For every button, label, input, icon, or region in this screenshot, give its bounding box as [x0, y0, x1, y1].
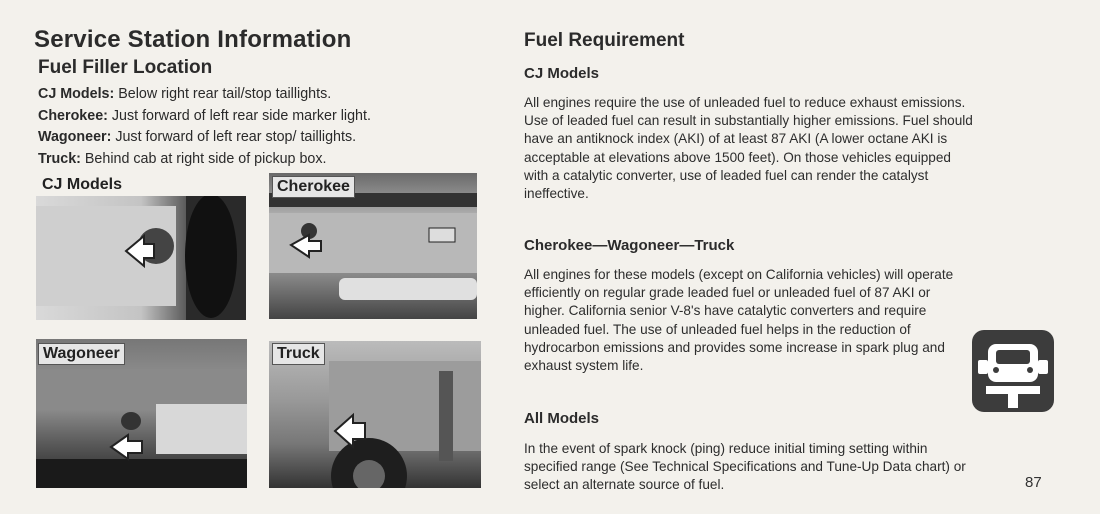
section-heading-cherokee-wagoneer-truck: Cherokee—Wagoneer—Truck — [524, 237, 735, 254]
filler-item-cj: CJ Models: Below right rear tail/stop taillights. — [38, 86, 332, 102]
section-heading-all-models: All Models — [524, 410, 600, 427]
photo-cj — [36, 196, 246, 320]
section-body-cherokee-wagoneer-truck: All engines for these models (except on California vehicles) will operate efficiently on regular grade leaded fuel or unleaded fuel of 87 AKI or higher. California senior V-8's have catalytic converters and require unleaded fuel. The use of unleaded fuel helps in the reduction of hydrocarbon emissions and provides some increase in spark plug and exhaust system life. — [524, 267, 954, 374]
cj-photo-drawing — [36, 196, 246, 320]
page-title: Service Station Information — [34, 26, 352, 53]
photo-label-truck: Truck — [272, 343, 325, 365]
photo-label-wagoneer: Wagoneer — [38, 343, 125, 365]
section-body-cj: All engines require the use of unleaded fuel to reduce exhaust emissions. Use of leaded fuel can result in substantially higher emissions. Fuel should have an antiknock index (AKI) of at least 87 AKI (A lower octane AKI is acceptable at elevations above 1500 feet). On those vehicles equipped with a catalytic converter, use of leaded fuel can render the catalyst ineffective. — [524, 95, 973, 202]
section-heading-cj: CJ Models — [524, 65, 600, 82]
fuel-requirement-heading: Fuel Requirement — [524, 30, 685, 51]
vehicle-lift-icon — [972, 330, 1054, 412]
filler-item-truck: Truck: Behind cab at right side of pickup box. — [38, 150, 327, 167]
page-number: 87 — [1025, 474, 1042, 491]
filler-item-wagoneer: Wagoneer: Just forward of left rear stop/ taillights. — [38, 129, 357, 145]
photo-label-cherokee: Cherokee — [272, 176, 355, 198]
fuel-filler-heading: Fuel Filler Location — [38, 57, 213, 78]
filler-location-list — [38, 84, 458, 170]
vehicle-lift-icon-graphic — [972, 330, 1054, 412]
section-body-all-models: In the event of spark knock (ping) reduce initial timing setting within specified range (See Technical Specifications and Tune-Up Data chart) or select an alternate source of fuel. — [524, 441, 966, 493]
photo-label-cj: CJ Models — [42, 176, 123, 193]
filler-item-cherokee: Cherokee: Just forward of left rear side marker light. — [38, 107, 371, 124]
